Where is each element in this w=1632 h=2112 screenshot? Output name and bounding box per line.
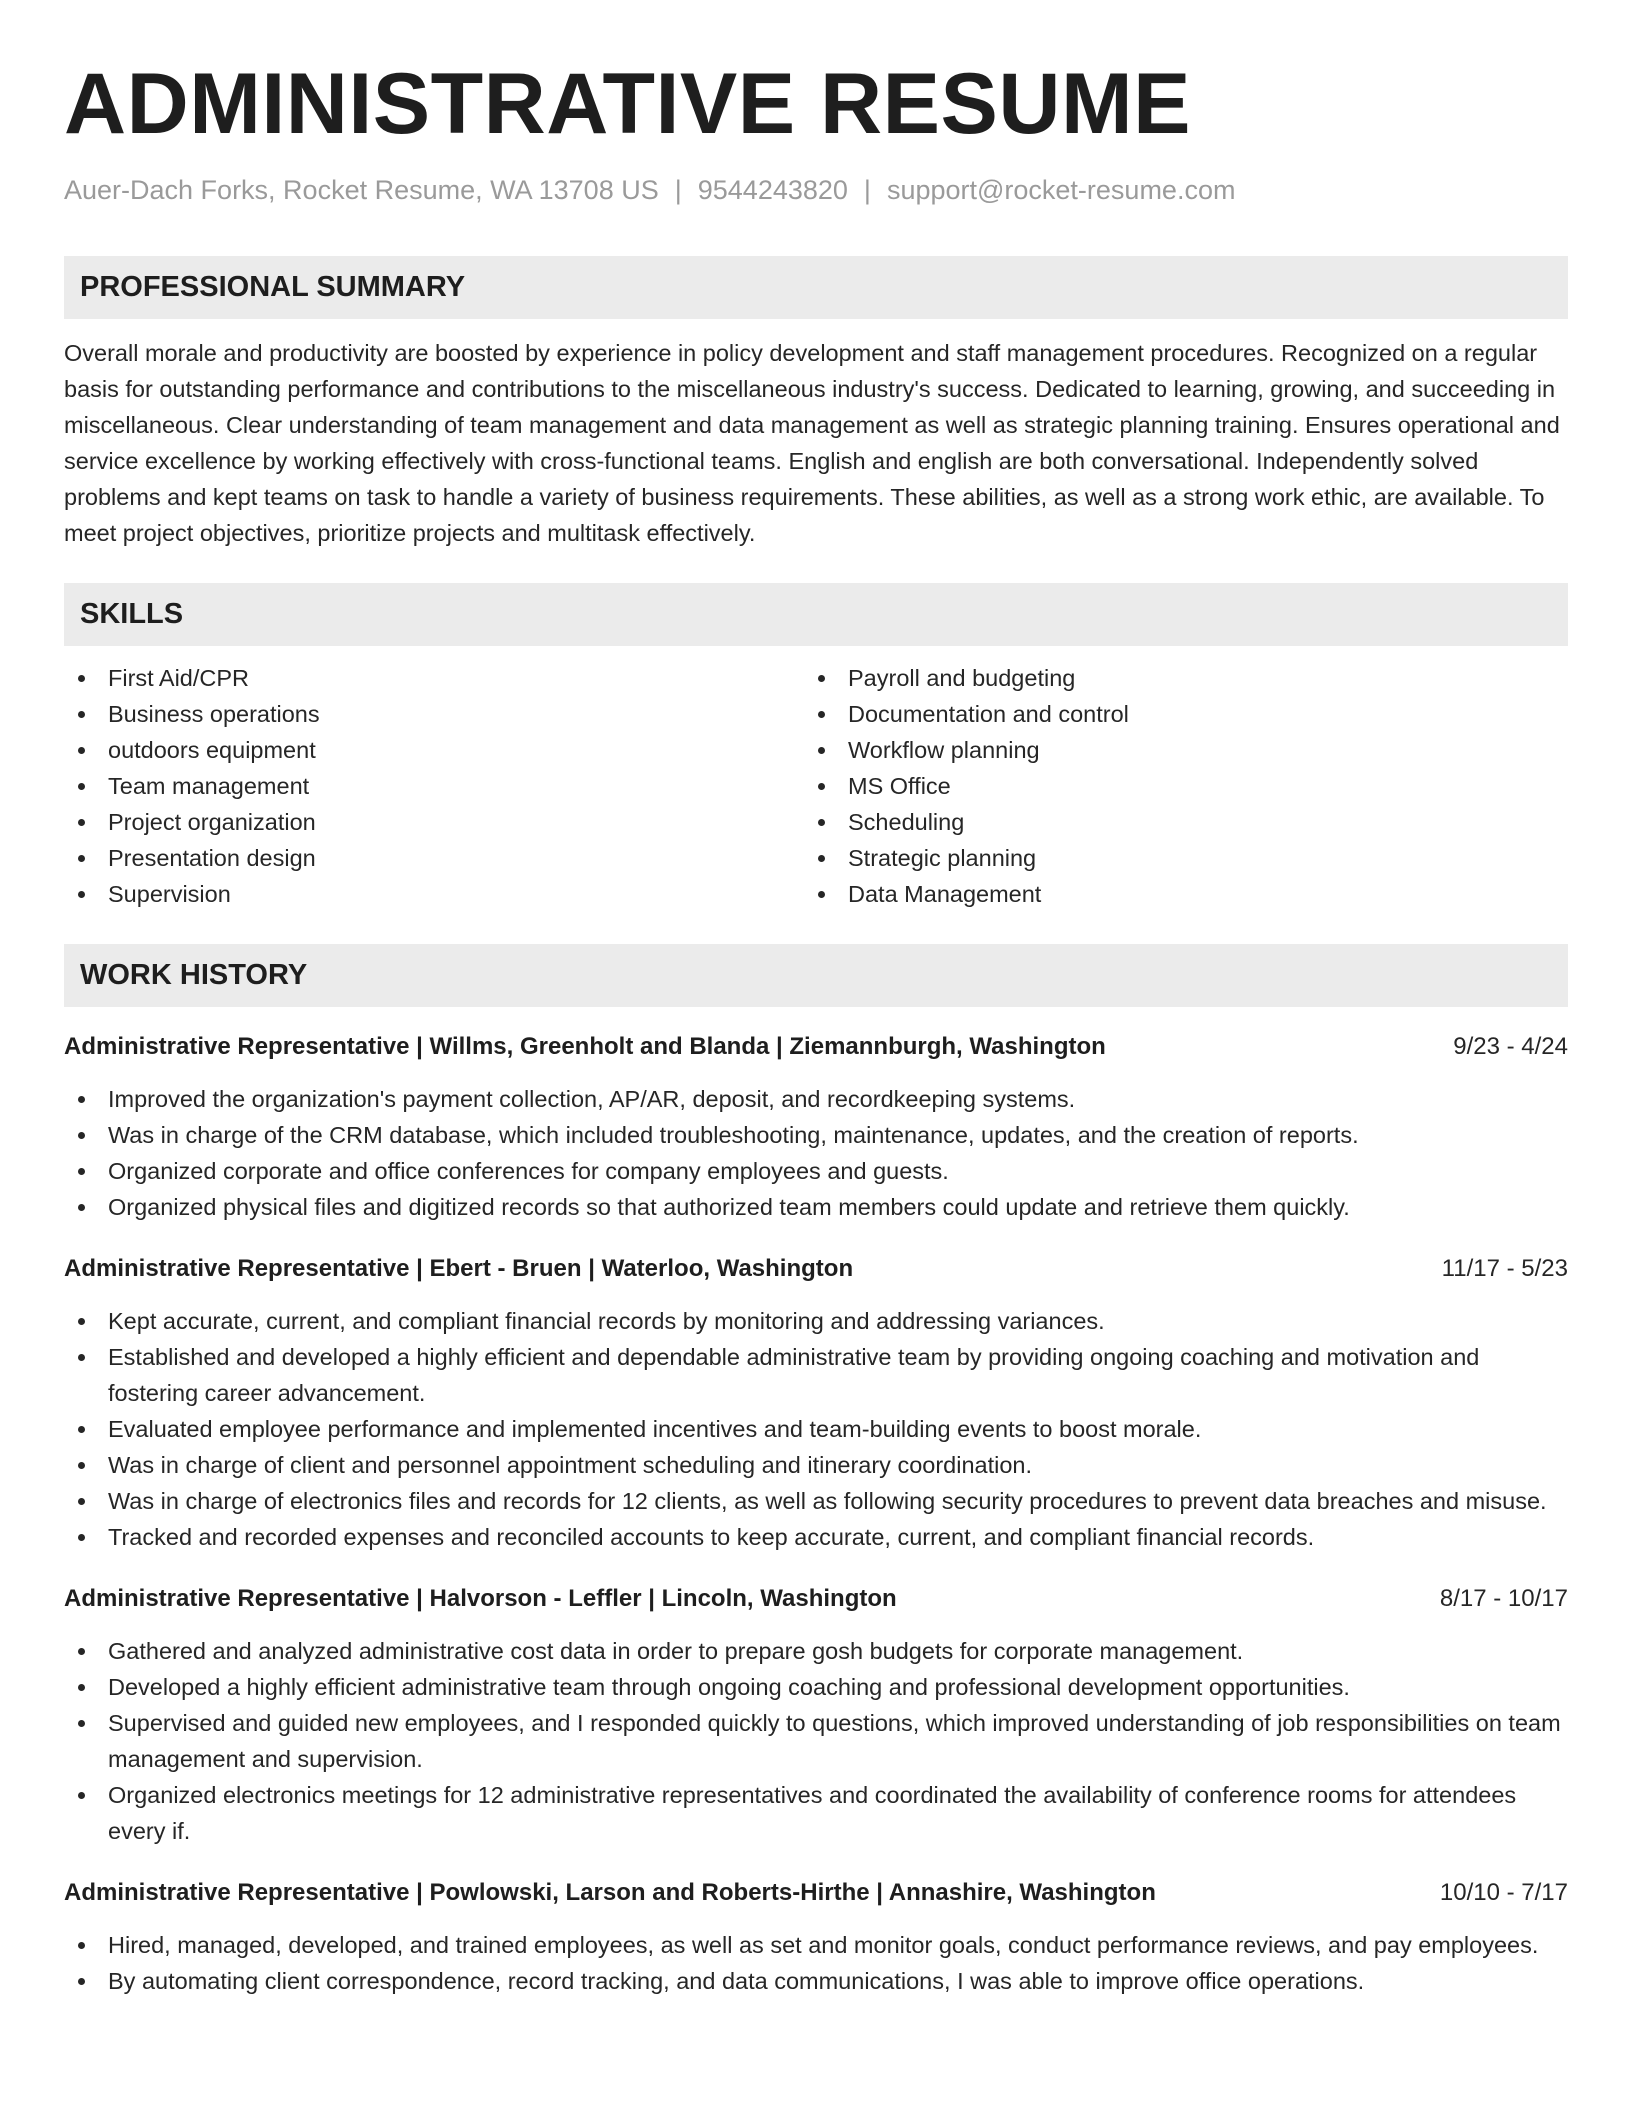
job-bullet: Organized electronics meetings for 12 administrative representatives and coordinated the availability of conference rooms for attendees every if. [64,1777,1568,1849]
job-entry [64,1251,1568,1555]
job-heading-row [64,1875,1568,1911]
skill-item: Business operations [64,696,804,732]
skill-item: Supervision [64,876,804,912]
job-bullet: Supervised and guided new employees, and I responded quickly to questions, which improved understanding of job responsibilities on team management and supervision. [64,1705,1568,1777]
skill-item: Team management [64,768,804,804]
resume-title: ADMINISTRATIVE RESUME [64,56,1191,152]
job-heading-row [64,1029,1568,1065]
skill-item: Presentation design [64,840,804,876]
job-title: Administrative Representative | Ebert - Bruen | Waterloo, Washington [64,1255,854,1282]
job-dates: 8/17 - 10/17 [1439,1585,1568,1612]
job-bullet: Gathered and analyzed administrative cost data in order to prepare gosh budgets for corporate management. [64,1633,1568,1669]
skill-item: Strategic planning [804,840,1544,876]
job-title: Administrative Representative | Willms, Greenholt and Blanda | Ziemannburgh, Washington [64,1033,1106,1060]
job-bullets [64,1081,1568,1225]
job-title: Administrative Representative | Halvorson - Leffler | Lincoln, Washington [64,1585,897,1612]
job-bullet: Organized physical files and digitized records so that authorized team members could update and retrieve them quickly. [64,1189,1568,1225]
job-bullet: Was in charge of the CRM database, which included troubleshooting, maintenance, updates, and the creation of reports. [64,1117,1568,1153]
job-bullets [64,1633,1568,1849]
skill-item: Workflow planning [804,732,1544,768]
skill-item: Payroll and budgeting [804,660,1544,696]
job-bullet: Developed a highly efficient administrative team through ongoing coaching and professional development opportunities. [64,1669,1568,1705]
job-entry [64,1875,1568,1999]
contact-line [64,172,1568,208]
contact-email: support@rocket-resume.com [886,175,1236,205]
job-bullet: Established and developed a highly efficient and dependable administrative team by providing ongoing coaching and motivation and fostering career advancement. [64,1339,1568,1411]
job-bullets [64,1303,1568,1555]
job-bullet: Evaluated employee performance and implemented incentives and team-building events to boost morale. [64,1411,1568,1447]
skill-item: Data Management [804,876,1544,912]
contact-address: Auer-Dach Forks, Rocket Resume, WA 13708 US [64,175,659,205]
job-dates: 9/23 - 4/24 [1453,1033,1568,1060]
job-bullets [64,1927,1568,1999]
job-bullet: Improved the organization's payment collection, AP/AR, deposit, and recordkeeping systems. [64,1081,1568,1117]
skill-item: MS Office [804,768,1544,804]
skill-item: Scheduling [804,804,1544,840]
skills-column-left [64,660,804,912]
section-header-skills: SKILLS [64,583,1568,646]
job-bullet: Was in charge of electronics files and records for 12 clients, as well as following security procedures to prevent data breaches and misuse. [64,1483,1568,1519]
job-bullet: Hired, managed, developed, and trained employees, as well as set and monitor goals, conduct performance reviews, and pay employees. [64,1927,1568,1963]
job-heading-row [64,1581,1568,1617]
section-header-summary: PROFESSIONAL SUMMARY [64,256,1568,319]
job-title: Administrative Representative | Powlowski, Larson and Roberts-Hirthe | Annashire, Washington [64,1879,1156,1906]
contact-separator: | [863,175,871,205]
skills-list [64,660,1568,912]
contact-separator: | [674,175,682,205]
skill-item: First Aid/CPR [64,660,804,696]
skill-item: Documentation and control [804,696,1544,732]
section-header-work-history: WORK HISTORY [64,944,1568,1007]
skills-column-right [804,660,1544,912]
job-dates: 10/10 - 7/17 [1439,1879,1568,1906]
contact-phone: 9544243820 [697,175,848,205]
job-heading-row [64,1251,1568,1287]
job-entry [64,1581,1568,1849]
job-bullet: Was in charge of client and personnel appointment scheduling and itinerary coordination. [64,1447,1568,1483]
skill-item: Project organization [64,804,804,840]
summary-text: Overall morale and productivity are boosted by experience in policy development and staff management procedures. Recognized on a regular basis for outstanding performance and contributions to the miscellaneous industry's success. Dedicated to learning, growing, and succeeding in miscellaneous. Clear understanding of team management and data management as well as strategic planning training. Ensures operational and service excellence by working effectively with cross-functional teams. English and english are both conversational. Independently solved problems and kept teams on task to handle a variety of business requirements. These abilities, as well as a strong work ethic, are available. To meet project objectives, prioritize projects and multitask effectively. [64,340,1560,546]
job-bullet: By automating client correspondence, record tracking, and data communications, I was able to improve office operations. [64,1963,1568,1999]
job-bullet: Organized corporate and office conferences for company employees and guests. [64,1153,1568,1189]
job-bullet: Kept accurate, current, and compliant financial records by monitoring and addressing variances. [64,1303,1568,1339]
skill-item: outdoors equipment [64,732,804,768]
job-entry [64,1029,1568,1225]
job-dates: 11/17 - 5/23 [1441,1255,1568,1282]
job-bullet: Tracked and recorded expenses and reconciled accounts to keep accurate, current, and compliant financial records. [64,1519,1568,1555]
